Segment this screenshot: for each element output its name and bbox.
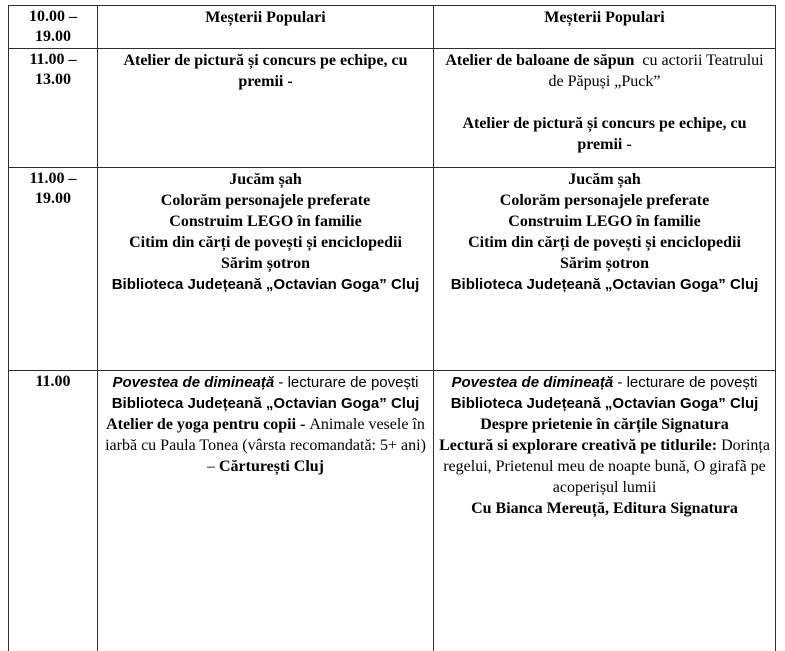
table-row (9, 6, 776, 49)
text-run: Biblioteca Județeană „Octavian Goga” Cluj (450, 395, 759, 412)
paragraph (438, 253, 771, 274)
program-cell-left (98, 6, 434, 49)
blank-line (438, 92, 771, 113)
text-run: Sărim șotron (559, 255, 650, 272)
time-line: 11.00 (35, 373, 71, 390)
program-cell-right (434, 49, 776, 168)
time-line: 11.00 – (29, 170, 77, 187)
paragraph (102, 253, 429, 274)
time-line: 19.00 (35, 28, 71, 45)
text-run: Povestea de dimineață (112, 374, 275, 391)
paragraph (102, 211, 429, 232)
paragraph (438, 498, 771, 519)
time-cell (9, 6, 98, 49)
paragraph (438, 190, 771, 211)
text-run: Biblioteca Județeană „Octavian Goga” Cluj (111, 395, 420, 412)
text-run: Lectură si explorare creativă pe titlurile: (439, 437, 718, 454)
time-line: 11.00 – (29, 51, 77, 68)
paragraph (438, 232, 771, 253)
text-run: - lecturare de povești (613, 374, 758, 391)
program-cell-right (434, 371, 776, 651)
text-run: Meșterii Populari (544, 9, 665, 26)
paragraph (438, 414, 771, 435)
text-run: Atelier de yoga pentru copii - (106, 416, 310, 433)
time-cell (9, 168, 98, 371)
table-row (9, 371, 776, 651)
paragraph (102, 414, 429, 477)
text-run: Cărturești Cluj (218, 458, 325, 475)
paragraph (438, 393, 771, 414)
paragraph (438, 113, 771, 155)
text-run: Colorăm personajele preferate (499, 192, 710, 209)
program-cell-left (98, 168, 434, 371)
paragraph (102, 372, 429, 393)
table-row (9, 168, 776, 371)
text-run: Biblioteca Județeană „Octavian Goga” Cluj (111, 276, 420, 293)
text-run: Citim din cărți de povești și enciclopedii (468, 234, 741, 251)
text-run: Colorăm personajele preferate (160, 192, 371, 209)
text-run: Atelier de pictură și concurs pe echipe, cu premii - (123, 52, 408, 90)
table-row (9, 49, 776, 168)
text-run: - lecturare de povești (274, 374, 419, 391)
text-run: Sărim șotron (220, 255, 311, 272)
text-run: Animale vesele în iarbă cu Paula Tonea (vârsta recomandată: 5+ ani) – (105, 416, 426, 475)
paragraph (102, 393, 429, 414)
schedule-table-body (9, 6, 776, 651)
program-cell-right (434, 168, 776, 371)
text-run: Cu Bianca Mereuță, Editura Signatura (471, 500, 738, 517)
paragraph (438, 274, 771, 295)
text-run: Atelier de pictură și concurs pe echipe, cu premii - (462, 115, 747, 153)
text-run: Biblioteca Județeană „Octavian Goga” Cluj (450, 276, 759, 293)
text-run: Jucăm șah (229, 171, 302, 188)
paragraph (438, 50, 771, 92)
text-run: Atelier de baloane de săpun (445, 52, 635, 69)
text-run: Despre prietenie în cărțile Signatura (480, 416, 729, 433)
paragraph (102, 190, 429, 211)
text-run: Povestea de dimineață (451, 374, 614, 391)
program-cell-left (98, 49, 434, 168)
text-run: cu actorii Teatrului de Păpuși „Puck” (548, 52, 764, 90)
paragraph (438, 435, 771, 498)
paragraph (438, 7, 771, 28)
paragraph (438, 372, 771, 393)
event-schedule-table (8, 5, 776, 651)
program-cell-right (434, 6, 776, 49)
paragraph (102, 7, 429, 28)
time-line: 10.00 – (29, 8, 77, 25)
paragraph (438, 169, 771, 190)
program-cell-left (98, 371, 434, 651)
paragraph (438, 211, 771, 232)
text-run: Dorința regelui, Prietenul meu de noapte bună, O girafã pe acoperișul lumii (443, 437, 770, 496)
text-run: Construim LEGO în familie (508, 213, 701, 230)
paragraph (102, 169, 429, 190)
text-run: Citim din cărți de povești și enciclopedii (129, 234, 402, 251)
time-line: 13.00 (35, 71, 71, 88)
time-line: 19.00 (35, 190, 71, 207)
text-run: Meșterii Populari (205, 9, 326, 26)
time-cell (9, 371, 98, 651)
text-run: Construim LEGO în familie (169, 213, 362, 230)
time-cell (9, 49, 98, 168)
paragraph (102, 50, 429, 92)
paragraph (102, 274, 429, 295)
text-run: Jucăm șah (568, 171, 641, 188)
paragraph (102, 232, 429, 253)
